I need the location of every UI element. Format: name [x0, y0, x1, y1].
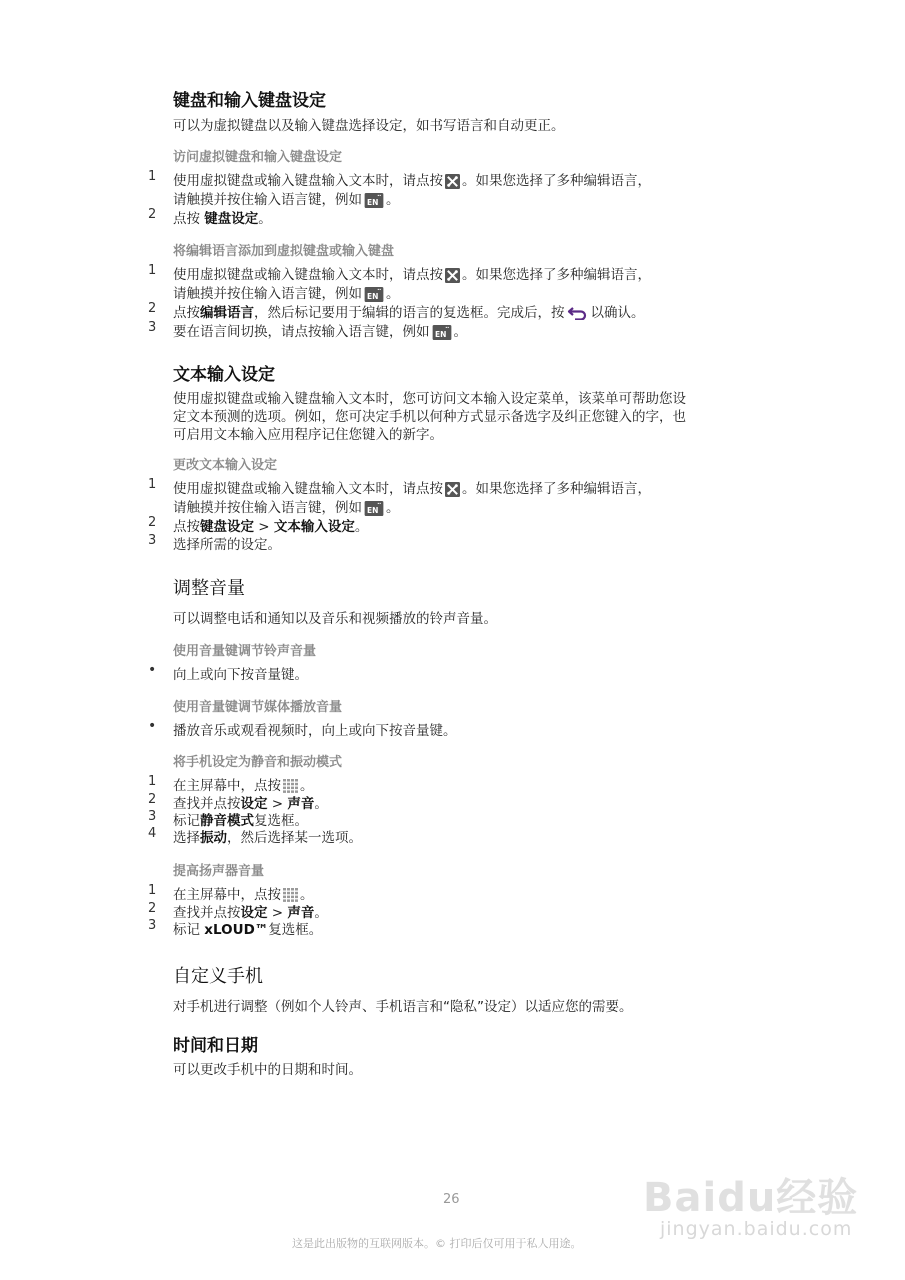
task-heading: 使用音量键调节媒体播放音量 [173, 700, 343, 715]
step-number: 2 [148, 515, 157, 530]
step-text: 标记静音模式复选框。 [173, 813, 308, 829]
task-heading: 更改文本输入设定 [173, 458, 278, 473]
step-text: 点按编辑语言，然后标记要用于编辑的语言的复选框。完成后，按 以确认。 [173, 305, 645, 321]
step-number: 2 [148, 792, 157, 807]
bullet-text: 播放音乐或观看视频时，向上或向下按音量键。 [173, 723, 457, 739]
language-key-icon [432, 325, 452, 340]
step-text: 查找并点按设定 > 声音。 [173, 905, 328, 921]
step-text: 标记 xLOUD™复选框。 [173, 922, 323, 938]
section-intro: 可以调整电话和通知以及音乐和视频播放的铃声音量。 [173, 611, 497, 627]
section-title-time-date: 时间和日期 [173, 1036, 258, 1056]
task-heading: 访问虚拟键盘和输入键盘设定 [173, 150, 343, 165]
step-text: 点按键盘设定 > 文本输入设定。 [173, 519, 369, 535]
step-number: 3 [148, 320, 157, 335]
step-text: 选择所需的设定。 [173, 537, 281, 553]
section-paragraph: 可启用文本输入应用程序记住您键入的新字。 [173, 427, 443, 443]
step-text: 选择振动，然后选择某一选项。 [173, 830, 362, 846]
language-key-icon [364, 193, 384, 208]
task-heading: 使用音量键调节铃声音量 [173, 644, 317, 659]
step-number: 2 [148, 301, 157, 316]
section-intro: 可以更改手机中的日期和时间。 [173, 1062, 362, 1078]
bullet: • [148, 718, 157, 734]
step-text: 使用虚拟键盘或输入键盘输入文本时，请点按 。如果您选择了多种编辑语言， [173, 173, 651, 189]
page-number: 26 [443, 1192, 460, 1207]
watermark-url: jingyan.baidu.com [660, 1218, 853, 1240]
step-number: 2 [148, 207, 157, 222]
section-title-keyboard-settings: 键盘和输入键盘设定 [173, 91, 326, 111]
step-text: 请触摸并按住输入语言键，例如 。 [173, 192, 400, 208]
tools-icon [445, 482, 460, 497]
bullet: • [148, 662, 157, 678]
step-text: 请触摸并按住输入语言键，例如 。 [173, 286, 400, 302]
section-title-customize: 自定义手机 [173, 966, 263, 987]
section-paragraph: 定文本预测的选项。例如，您可决定手机以何种方式显示备选字及纠正您键入的字，也 [173, 409, 686, 425]
section-paragraph: 使用虚拟键盘或输入键盘输入文本时，您可访问文本输入设定菜单，该菜单可帮助您设 [173, 391, 686, 407]
step-text: 请触摸并按住输入语言键，例如 。 [173, 500, 400, 516]
step-text: 在主屏幕中，点按 。 [173, 887, 314, 903]
step-number: 1 [148, 774, 157, 789]
step-number: 3 [148, 809, 157, 824]
step-number: 1 [148, 263, 157, 278]
section-title-text-input: 文本输入设定 [173, 365, 275, 385]
step-number: 3 [148, 918, 157, 933]
step-number: 2 [148, 901, 157, 916]
watermark-logo: Baidu经验 [643, 1175, 859, 1221]
section-intro: 对手机进行调整（例如个人铃声、手机语言和“隐私”设定）以适应您的需要。 [173, 999, 633, 1015]
language-key-icon [364, 287, 384, 302]
task-heading: 将手机设定为静音和振动模式 [173, 755, 343, 770]
language-key-icon [364, 501, 384, 516]
step-number: 4 [148, 826, 157, 841]
tools-icon [445, 268, 460, 283]
step-number: 1 [148, 169, 157, 184]
app-grid-icon [283, 779, 298, 793]
task-heading: 提高扬声器音量 [173, 864, 265, 879]
tools-icon [445, 174, 460, 189]
bullet-text: 向上或向下按音量键。 [173, 667, 308, 683]
step-text: 查找并点按设定 > 声音。 [173, 796, 328, 812]
step-text: 使用虚拟键盘或输入键盘输入文本时，请点按 。如果您选择了多种编辑语言， [173, 267, 651, 283]
section-intro: 可以为虚拟键盘以及输入键盘选择设定，如书写语言和自动更正。 [173, 118, 565, 134]
footer-note: 这是此出版物的互联网版本。© 打印后仅可用于私人用途。 [292, 1237, 582, 1250]
step-number: 3 [148, 533, 157, 548]
app-grid-icon [283, 888, 298, 902]
step-text: 使用虚拟键盘或输入键盘输入文本时，请点按 。如果您选择了多种编辑语言， [173, 481, 651, 497]
back-icon [567, 306, 589, 320]
step-text: 在主屏幕中，点按 。 [173, 778, 314, 794]
step-number: 1 [148, 477, 157, 492]
step-text: 点按 键盘设定。 [173, 211, 272, 227]
step-text: 要在语言间切换，请点按输入语言键，例如 。 [173, 324, 467, 340]
step-number: 1 [148, 883, 157, 898]
section-title-volume: 调整音量 [173, 578, 245, 599]
task-heading: 将编辑语言添加到虚拟键盘或输入键盘 [173, 244, 395, 259]
